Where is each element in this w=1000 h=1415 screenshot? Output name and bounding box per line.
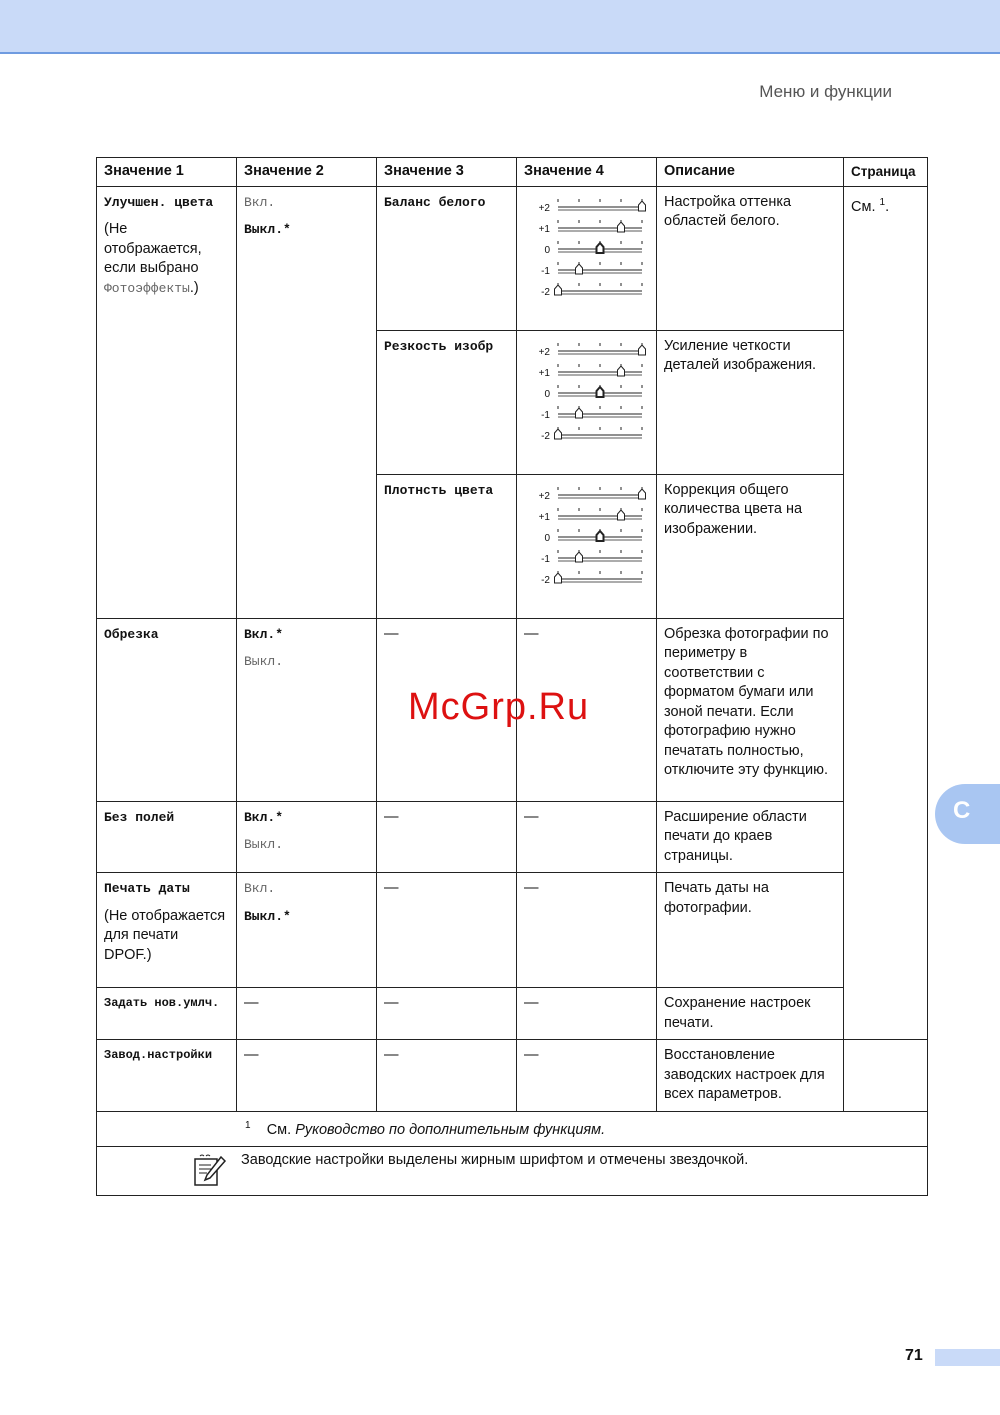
footnote-row [97,1111,928,1146]
cell-v2: Вкл. Выкл.* [237,873,377,988]
cell-v4: — [517,1040,657,1112]
cell-slider [517,330,657,474]
column-header: Значение 2 [237,158,377,187]
cell-page: См. $^1$. [844,186,928,1040]
svg-text:+2: +2 [538,202,550,214]
cell-v1: Без полей [97,801,237,873]
cell-desc: Восстановление заводских настроек для всех параметров. [657,1040,844,1112]
cell-slider [517,474,657,618]
svg-text:+1: +1 [538,511,550,523]
slider-level [541,283,642,298]
chapter-tab: C [935,784,1000,844]
cell-v3: — [377,988,517,1040]
top-band [0,0,1000,54]
svg-text:-1: -1 [541,553,550,565]
slider-level [544,385,642,400]
menu-label: Улучшен. цвета [104,194,214,210]
slider-level [539,364,642,379]
slider-level [544,241,642,256]
cell-desc: Расширение области печати до краев страницы. [657,801,844,873]
cell-v3: — [377,1040,517,1112]
cell-enhance [97,186,237,618]
footnote: $^1$ См. Руководство по дополнительным функциям. [97,1111,928,1146]
svg-text:-2: -2 [541,430,550,442]
slider-level [541,406,642,421]
cell-options [237,186,377,618]
cell-submenu [377,186,517,330]
option-off-default: Выкл.* [244,222,291,237]
column-header: Значение 3 [377,158,517,187]
table-row [97,801,928,873]
cell-v4: — [517,988,657,1040]
slider-level [539,508,642,523]
table-row [97,873,928,988]
watermark: McGrp.Ru [408,686,590,728]
svg-text:0: 0 [544,244,550,256]
cell-v2: Вкл.* Выкл. [237,801,377,873]
column-header: Описание [657,158,844,187]
table-header-row [97,158,928,187]
cell-desc: Настройка оттенка областей белого. [657,186,844,330]
column-header: Значение 4 [517,158,657,187]
cell-v4: — [517,801,657,873]
cell-v4: — [517,873,657,988]
menu-table [96,157,928,1196]
cell-v1: Задать нов.умлч. [97,988,237,1040]
level-slider-icon [530,341,650,453]
cell-v1: Завод.настройки [97,1040,237,1112]
slider-level [539,343,646,358]
cell-desc: Печать даты на фотографии. [657,873,844,988]
table-row [97,186,928,330]
cell-slider [517,186,657,330]
cell-desc: Сохранение настроек печати. [657,988,844,1040]
cell-v1: Печать даты (Не отображается для печати DPOF.) [97,873,237,988]
slider-level [541,550,642,565]
svg-text:+1: +1 [538,223,550,235]
menu-note: (Не отображается, если выбрано Фотоэффекты.) [104,221,202,296]
slider-level [539,199,646,214]
cell-submenu [377,330,517,474]
cell-desc: Усиление четкости деталей изображения. [657,330,844,474]
svg-text:-2: -2 [541,286,550,298]
table-row [97,1040,928,1112]
svg-text:+2: +2 [538,490,550,502]
cell-page-empty [844,1040,928,1112]
page-number: 71 [905,1347,923,1364]
level-slider-icon [530,197,650,309]
submenu-label: Резкость изобр [384,338,494,354]
submenu-label: Плотнсть цвета [384,482,494,498]
cell-v2: Вкл.* Выкл. [237,618,377,801]
cell-v2: — [237,988,377,1040]
slider-level [541,427,642,442]
cell-desc: Обрезка фотографии по периметру в соответствии с форматом бумаги или зоной печати. Если фотографию нужно печатать полностью, отключите эту функцию. [657,618,844,801]
svg-text:-1: -1 [541,409,550,421]
cell-v3: — [377,873,517,988]
column-header: Значение 1 [97,158,237,187]
table-row [97,988,928,1040]
level-slider-icon [530,485,650,597]
cell-v3: — [377,801,517,873]
svg-text:-1: -1 [541,265,550,277]
cell-v3: — [377,618,517,801]
column-header: Страница [844,158,928,187]
cell-submenu [377,474,517,618]
cell-desc: Коррекция общего количества цвета на изображении. [657,474,844,618]
note-pencil-icon [191,1153,227,1189]
cell-v2: — [237,1040,377,1112]
page-number-bar [935,1349,1000,1366]
svg-text:0: 0 [544,388,550,400]
option-on: Вкл. [244,194,276,210]
cell-v4: — [517,618,657,801]
note: Заводские настройки выделены жирным шрифтом и отмечены звездочкой. [97,1146,928,1195]
page-header-title: Меню и функции [759,82,892,101]
slider-level [541,571,642,586]
svg-text:-2: -2 [541,574,550,586]
note-row [97,1146,928,1195]
svg-text:+1: +1 [538,367,550,379]
svg-text:0: 0 [544,532,550,544]
slider-level [539,220,642,235]
slider-level [544,529,642,544]
svg-text:+2: +2 [538,346,550,358]
cell-v1: Обрезка [97,618,237,801]
slider-level [541,262,642,277]
submenu-label: Баланс белого [384,194,486,210]
slider-level [539,487,646,502]
